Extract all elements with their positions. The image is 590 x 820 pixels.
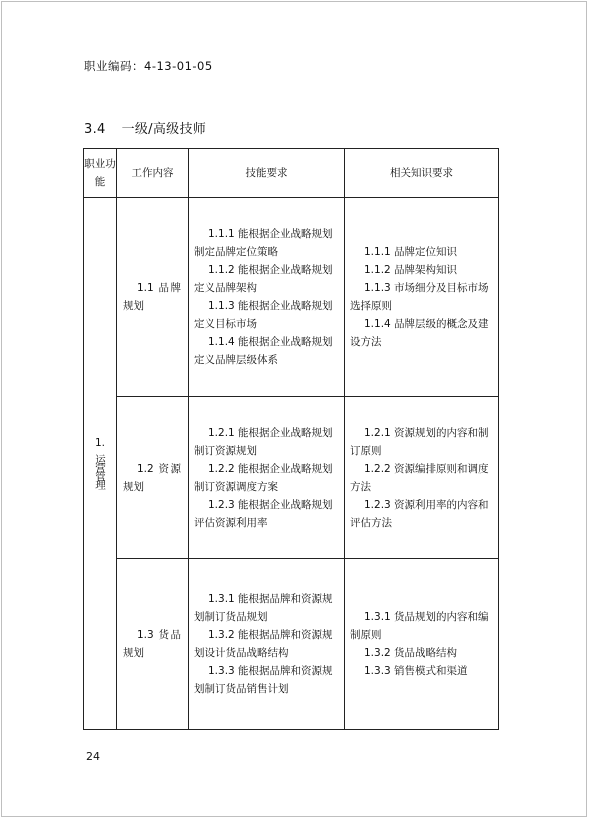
skill-item: 1.3.3 能根据品牌和资源规划制订货品销售计划 <box>194 665 333 695</box>
work-content: 1.3 货品规划 <box>123 629 181 659</box>
header-work: 工作内容 <box>117 149 189 198</box>
function-number: 1. <box>94 436 106 449</box>
knowledge-item: 1.3.1 货品规划的内容和编制原则 <box>350 611 489 641</box>
skill-item: 1.2.2 能根据企业战略规划制订资源调度方案 <box>194 462 333 493</box>
function-cell <box>84 198 117 730</box>
work-content: 1.2 资源规划 <box>123 462 181 493</box>
work-cell <box>117 559 189 730</box>
knowledge-item: 1.1.1 品牌定位知识 <box>364 246 458 258</box>
table-header-row <box>84 149 499 198</box>
skill-item: 1.3.1 能根据品牌和资源规划制订货品规划 <box>194 593 333 623</box>
skill-item: 1.1.3 能根据企业战略规划定义目标市场 <box>194 300 333 330</box>
skill-item: 1.2.1 能根据企业战略规划制订资源规划 <box>194 426 333 457</box>
skill-cell <box>189 559 345 730</box>
skill-item: 1.1.2 能根据企业战略规划定义品牌架构 <box>194 264 333 294</box>
knowledge-item: 1.2.3 资源利用率的内容和评估方法 <box>350 498 489 529</box>
knowledge-item: 1.1.2 品牌架构知识 <box>364 264 458 276</box>
skill-standard-table <box>83 148 499 730</box>
knowledge-item: 1.2.2 资源编排原则和调度方法 <box>350 462 489 493</box>
knowledge-item: 1.2.1 资源规划的内容和制订原则 <box>350 426 489 457</box>
section-name: 一级/高级技师 <box>121 122 207 137</box>
table-row <box>84 198 499 397</box>
table-row <box>84 397 499 559</box>
knowledge-item: 1.3.3 销售模式和渠道 <box>364 665 468 677</box>
knowledge-item: 1.1.4 品牌层级的概念及建设方法 <box>350 318 489 348</box>
header-function: 职业功能 <box>84 149 117 198</box>
work-content: 1.1 品牌规划 <box>123 282 181 312</box>
skill-cell <box>189 198 345 397</box>
work-cell <box>117 198 189 397</box>
section-number: 3.4 <box>84 122 106 137</box>
knowledge-cell <box>345 397 499 559</box>
section-title <box>84 118 206 137</box>
page-number: 24 <box>86 750 100 763</box>
knowledge-cell <box>345 559 499 730</box>
knowledge-item: 1.3.2 货品战略结构 <box>364 647 458 659</box>
work-cell <box>117 397 189 559</box>
skill-item: 1.1.1 能根据企业战略规划制定品牌定位策略 <box>194 228 333 258</box>
occupation-code: 职业编码：4-13-01-05 <box>84 59 213 73</box>
knowledge-item: 1.1.3 市场细分及目标市场选择原则 <box>350 282 489 312</box>
header-knowledge: 相关知识要求 <box>345 149 499 198</box>
skill-item: 1.3.2 能根据品牌和资源规划设计货品战略结构 <box>194 629 333 659</box>
knowledge-cell <box>345 198 499 397</box>
table-row <box>84 559 499 730</box>
skill-item: 1.1.4 能根据企业战略规划定义品牌层级体系 <box>194 336 333 366</box>
header-skill: 技能要求 <box>189 149 345 198</box>
function-name: 运营管理 <box>94 453 106 488</box>
skill-item: 1.2.3 能根据企业战略规划评估资源利用率 <box>194 498 333 529</box>
skill-cell <box>189 397 345 559</box>
